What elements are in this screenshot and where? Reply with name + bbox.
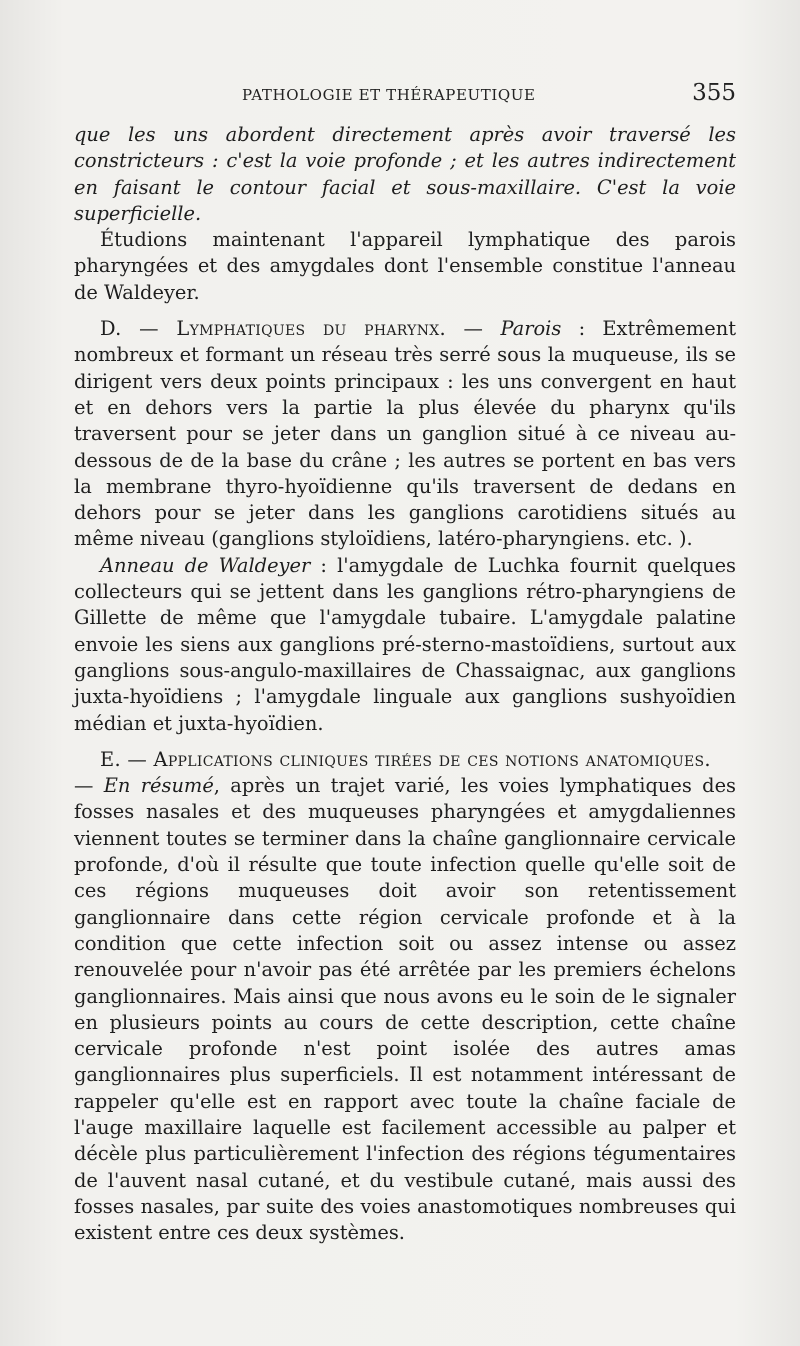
body-text <box>74 122 736 1246</box>
paragraph-anneau-waldeyer <box>74 553 736 737</box>
section-e-heading: E. — Applications cliniques tirées de ces notions anatomiques. <box>100 747 711 771</box>
anneau-subtitle: Anneau de Waldeyer <box>100 553 311 577</box>
section-e-applications <box>74 747 736 1247</box>
section-d-subtitle: Parois <box>500 317 562 341</box>
paragraph-etudions: Étudions maintenant l'appareil lymphatique des parois pharyngées et des amygdales dont l'ensemble constitue l'anneau de Waldeyer. <box>74 228 736 304</box>
page-number: 355 <box>692 80 736 106</box>
section-d-heading: D. — Lymphatiques du pharynx. — <box>100 317 484 341</box>
paragraph-voie-profonde <box>74 122 736 227</box>
section-d-pharynx <box>74 316 736 553</box>
section-e-dash: — <box>74 774 104 798</box>
section-e-subtitle: En résumé <box>103 774 214 798</box>
section-d-text: : Extrêmement nombreux et formant un réseau très serré sous la muqueuse, ils se dirigent vers deux points principaux : les uns convergent en haut et en dehors vers la partie la plus élevée du pharynx qu'ils traversent pour se jeter dans un ganglion situé à ce niveau au-dessous de de la base du crâne ; les autres se portent en bas vers la membrane thyro-hyoïdienne qu'ils traversent de dedans en dehors pour se jeter dans les ganglions carotidiens situés au même niveau (ganglions styloïdiens, latéro-pharyngiens. etc. ). <box>74 317 736 551</box>
paragraph-1-text: que les uns abordent directement après avoir traversé les constricteurs : c'est la voie profonde ; et les autres indirectement en faisant le contour facial et sous-maxillaire. C'est la voie superficielle. <box>74 123 736 225</box>
anneau-text: : l'amygdale de Luchka fournit quelques collecteurs qui se jettent dans les ganglions rétro-pharyngiens de Gillette de même que l'amygdale tubaire. L'amygdale palatine envoie les siens aux ganglions pré-sterno-mastoïdiens, surtout aux ganglions sous-angulo-maxillaires de Chassaignac, aux ganglions juxta-hyoïdiens ; l'amygdale linguale aux ganglions sushyoïdien médian et juxta-hyoïdien. <box>74 553 736 735</box>
section-e-text: , après un trajet varié, les voies lymphatiques des fosses nasales et des muqueuses pharyngées et amygdaliennes viennent toutes se terminer dans la chaîne ganglionnaire cervicale profonde, d'où il résulte que toute infection quelle qu'elle soit de ces régions muqueuses doit avoir son retentissement ganglionnaire dans cette région cervicale profonde et à la condition que cette infection soit ou assez intense ou assez renouvelée pour n'avoir pas été arrêtée par les premiers échelons ganglionnaires. Mais ainsi que nous avons eu le soin de le signaler en plusieurs points au cours de cette description, cette chaîne cervicale profonde n'est point isolée des autres amas ganglionnaires plus superficiels. Il est notamment intéressant de rappeler qu'elle est en rapport avec toute la chaîne faciale de l'auge maxillaire laquelle est facilement accessible au palper et décèle plus particulièrement l'infection des régions tégumentaires de l'auvent nasal cutané, et du vestibule cutané, mais aussi des fosses nasales, par suite des voies anastomotiques nombreuses qui existent entre ces deux systèmes. <box>74 774 736 1245</box>
running-title: PATHOLOGIE ET THÉRAPEUTIQUE <box>242 86 536 104</box>
page-header <box>74 80 736 112</box>
